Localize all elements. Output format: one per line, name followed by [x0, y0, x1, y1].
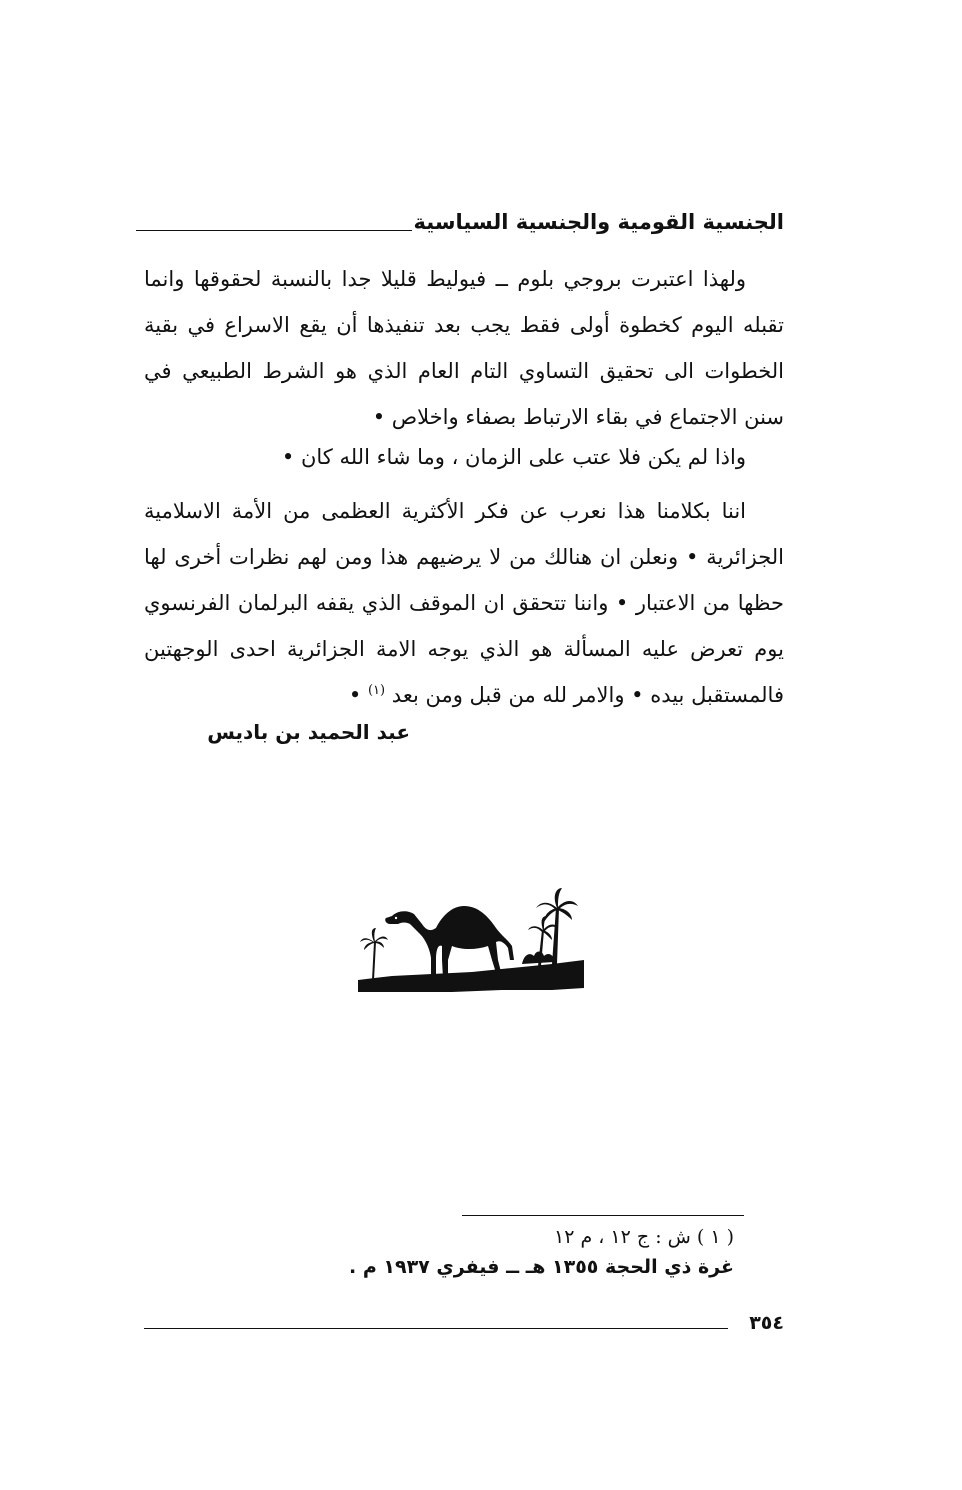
paragraph-2-text: واذا لم يكن فلا عتب على الزمان ، وما شاء الله كان •: [281, 445, 746, 469]
footnote-1-date: غرة ذي الحجة ١٣٥٥ هـ ــ فيفري ١٩٣٧ م .: [349, 1256, 734, 1278]
page-footer: [144, 1306, 784, 1336]
paragraph-3: [144, 488, 784, 718]
running-title: الجنسية القومية والجنسية السياسية: [413, 210, 784, 234]
footnote-rule: [462, 1215, 744, 1216]
paragraph-3-body: اننا بكلامنا هذا نعرب عن فكر الأكثرية العظمى من الأمة الاسلامية الجزائرية • ونعلن ان هنالك من لا يرضيهم هذا ومن لهم نظرات أخرى لها حظها من الاعتبار • واننا تتحقق ان الموقف الذي يقفه البرلمان الفرنسوي يوم تعرض عليه المسألة هو الذي يوجه الامة الجزائرية احدى الوجهتين فالمستقبل بيده • والامر لله من قبل ومن بعد: [144, 499, 784, 707]
paragraph-1-text: ولهذا اعتبرت بروجي بلوم ــ فيوليط قليلا جدا بالنسبة لحقوقها وانما تقبله اليوم كخطوة أولى فقط يجب بعد تنفيذها أن يقع الاسراع في بقية الخطوات الى تحقيق التساوي التام العام الذي هو الشرط الطبيعي في سنن الاجتماع في بقاء الارتباط بصفاء واخلاص •: [144, 267, 784, 429]
paragraph-2: [144, 434, 784, 480]
camel-palm-silhouette-icon: [352, 880, 588, 1000]
footer-rule: [144, 1328, 728, 1329]
header-rule: [136, 230, 412, 231]
footnote-1-source: ( ١ ) ش : ج ١٢ ، م ١٢: [553, 1226, 734, 1248]
paragraph-1: [144, 256, 784, 440]
footnotes: [234, 1222, 734, 1282]
paragraph-3-text: [144, 488, 784, 718]
page-number: ٣٥٤: [749, 1312, 784, 1334]
running-header: [136, 200, 784, 236]
footnote-reference: (١): [367, 683, 386, 698]
paragraph-3-end: •: [348, 683, 368, 707]
author-signature: عبد الحميد بن باديس: [207, 720, 410, 744]
